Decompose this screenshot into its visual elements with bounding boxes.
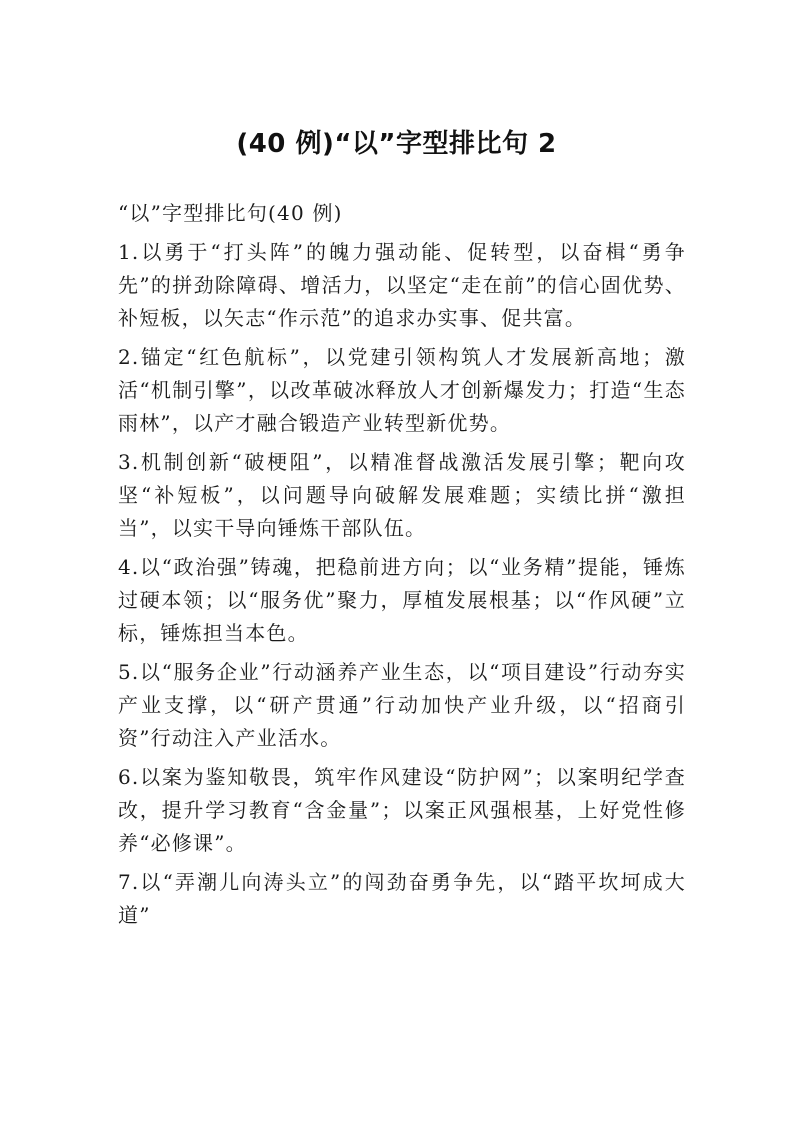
document-title: (40 例)“以”字型排比句 2 — [236, 129, 557, 159]
document-body — [118, 197, 686, 938]
paragraph-item-2: 2.锚定“红色航标”，以党建引领构筑人才发展新高地；激活“机制引擎”，以改革破冰释放人才创新爆发力；打造“生态雨林”，以产才融合锻造产业转型新优势。 — [118, 345, 686, 435]
paragraph-item-7: 7.以“弄潮儿向涛头立”的闯劲奋勇争先，以“踏平坎坷成大道” — [118, 870, 686, 927]
paragraph-item-1: 1.以勇于“打头阵”的魄力强动能、促转型，以奋楫“勇争先”的拼劲除障碍、增活力，以坚定“走在前”的信心固优势、补短板，以矢志“作示范”的追求办实事、促共富。 — [118, 240, 686, 330]
paragraph-item-3: 3.机制创新“破梗阻”，以精准督战激活发展引擎；靶向攻坚“补短板”，以问题导向破解发展难题；实绩比拼“激担当”，以实干导向锤炼干部队伍。 — [118, 450, 686, 540]
paragraph-item-5: 5.以“服务企业”行动涵养产业生态，以“项目建设”行动夯实产业支撑，以“研产贯通”行动加快产业升级，以“招商引资”行动注入产业活水。 — [118, 660, 686, 750]
document-subtitle: “以”字型排比句(40 例) — [118, 201, 343, 225]
paragraph-item-6: 6.以案为鉴知敬畏，筑牢作风建设“防护网”；以案明纪学查改，提升学习教育“含金量”；以案正风强根基，上好党性修养“必修课”。 — [118, 765, 686, 855]
paragraph-item-4: 4.以“政治强”铸魂，把稳前进方向；以“业务精”提能，锤炼过硬本领；以“服务优”聚力，厚植发展根基；以“作风硬”立标，锤炼担当本色。 — [118, 555, 686, 645]
